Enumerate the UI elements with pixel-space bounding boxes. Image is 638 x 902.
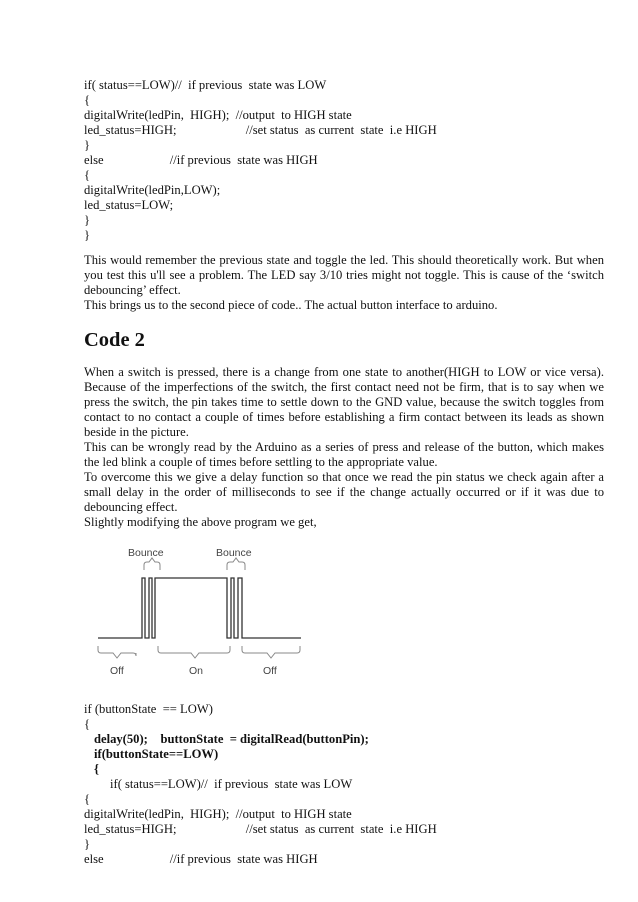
code2-line-6: if( status==LOW)// if previous state was LOW — [110, 777, 353, 791]
code2-line-8: digitalWrite(ledPin, HIGH); //output to HIGH state — [84, 807, 352, 821]
code2-line-1: if (buttonState == LOW) — [84, 702, 213, 716]
brace-bounce-left — [144, 558, 160, 570]
brace-off-right — [242, 646, 300, 658]
code2-line-9: led_status=HIGH; //set status as current state i.e HIGH — [84, 822, 437, 836]
label-bounce-left: Bounce — [128, 547, 164, 559]
code1-line-3: digitalWrite(ledPin, HIGH); //output to HIGH state — [84, 108, 352, 122]
code1-line-6: else //if previous state was HIGH — [84, 153, 318, 167]
paragraph-delay-solution: To overcome this we give a delay function so that once we read the pin status we check again after a small delay in the order of milliseconds to see if the change actually occurred or if it was due to debouncing effect. — [84, 470, 604, 514]
brace-off-left — [98, 646, 136, 658]
code1-line-5: } — [84, 138, 91, 152]
code2-line-2: { — [84, 717, 91, 731]
code2-line-10: } — [84, 837, 91, 851]
label-bounce-right: Bounce — [216, 547, 252, 559]
section-heading-code-2: Code 2 — [84, 329, 145, 351]
bounce-waveform — [98, 578, 301, 638]
code2-line-4: if(buttonState==LOW) — [94, 747, 219, 761]
code1-line-1: if( status==LOW)// if previous state was LOW — [84, 78, 327, 92]
brace-on — [158, 646, 230, 658]
code2-line-7: { — [84, 792, 91, 806]
code2-line-11: else //if previous state was HIGH — [84, 852, 318, 866]
switch-bounce-figure — [96, 542, 308, 684]
brace-bounce-right — [227, 558, 245, 570]
paragraph-modify-program: Slightly modifying the above program we get, — [84, 515, 317, 529]
code1-line-11: } — [84, 228, 91, 242]
code2-line-5: { — [94, 762, 99, 776]
paragraph-switch-imperfection: When a switch is pressed, there is a change from one state to another(HIGH to LOW or vice versa). Because of the imperfections of the switch, the first contact need not be firm, that is to say when we press the switch, the pin takes time to settle down to the GND value, because the switch toggles from contact to no contact a couple of times before establishing a firm contact between its leads as shown beside in the picture. — [84, 365, 604, 439]
paragraph-second-code: This brings us to the second piece of code.. The actual button interface to arduino. — [84, 298, 498, 312]
code1-line-7: { — [84, 168, 91, 182]
label-off-left: Off — [110, 665, 124, 677]
code1-line-10: } — [84, 213, 91, 227]
code1-line-8: digitalWrite(ledPin,LOW); — [84, 183, 221, 197]
code1-line-9: led_status=LOW; — [84, 198, 174, 212]
code2-line-3: delay(50); buttonState = digitalRead(buttonPin); — [94, 732, 369, 746]
code1-line-4: led_status=HIGH; //set status as current state i.e HIGH — [84, 123, 437, 137]
paragraph-wrong-read: This can be wrongly read by the Arduino as a series of press and release of the button, which makes the led blink a couple of times before settling to the appropriate value. — [84, 440, 604, 469]
label-off-right: Off — [263, 665, 277, 677]
label-on: On — [189, 665, 204, 677]
paragraph-debounce-intro: This would remember the previous state and toggle the led. This should theoretically work. But when you test this u'll see a problem. The LED say 3/10 tries might not toggle. This is cause of the ‘switch debouncing’ effect. — [84, 253, 604, 297]
code1-line-2: { — [84, 93, 91, 107]
